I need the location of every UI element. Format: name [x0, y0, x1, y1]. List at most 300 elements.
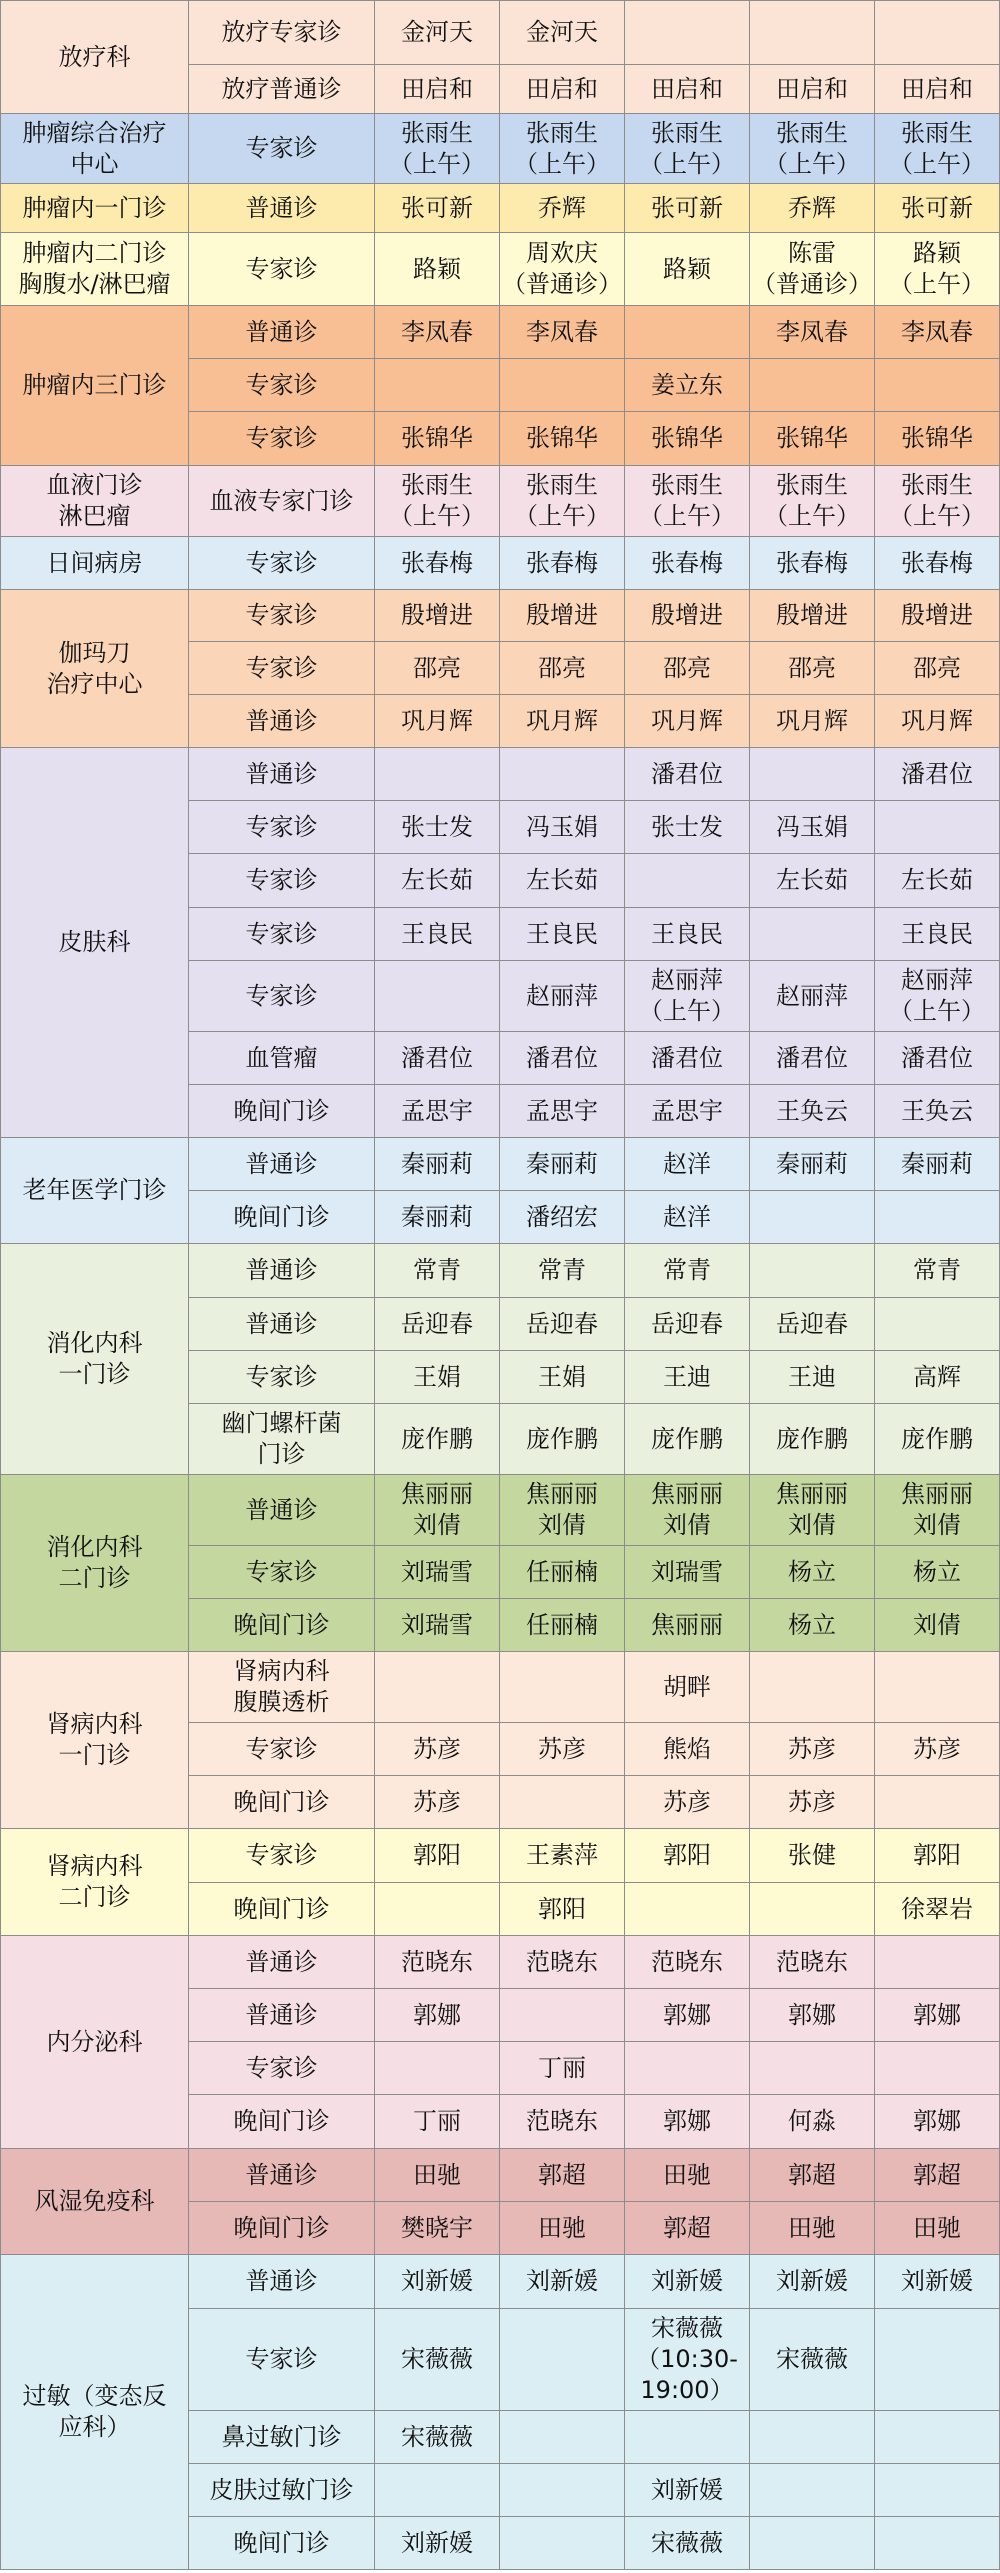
doctor-cell: 田驰: [875, 2202, 1000, 2255]
doctor-cell: 邵亮: [750, 642, 875, 695]
doctor-cell: 邵亮: [875, 642, 1000, 695]
doctor-cell: 秦丽莉: [375, 1191, 500, 1244]
doctor-cell: 刘瑞雪: [625, 1546, 750, 1599]
department-name: 皮肤科: [1, 748, 189, 1138]
department-name: [1, 1829, 189, 1936]
cell-line: 肾病内科: [46, 1852, 143, 1880]
doctor-cell: 何淼: [750, 2095, 875, 2149]
table-row: [1, 233, 1000, 306]
clinic-type: 普通诊: [189, 748, 375, 801]
department-name: [1, 114, 189, 184]
doctor-cell: [875, 1191, 1000, 1244]
clinic-type: 专家诊: [189, 801, 375, 854]
doctor-cell: [625, 1883, 750, 1936]
doctor-cell: 田启和: [500, 65, 625, 114]
doctor-cell: 孟思宇: [625, 1085, 750, 1138]
cell-line: 张雨生: [776, 118, 848, 147]
table-row: [1, 1936, 1000, 1989]
doctor-cell: 刘新媛: [375, 2255, 500, 2309]
doctor-cell: 王奂云: [875, 1085, 1000, 1138]
cell-line: （上午）: [389, 502, 485, 530]
table-row: [1, 1829, 1000, 1883]
department-name: 老年医学门诊: [1, 1138, 189, 1244]
doctor-cell: [875, 466, 1000, 537]
cell-line: 消化内科: [46, 1329, 143, 1357]
doctor-cell: 左长茹: [750, 854, 875, 908]
doctor-cell: 刘新媛: [750, 2255, 875, 2309]
table-row: [1, 2149, 1000, 2202]
doctor-cell: 张春梅: [625, 537, 750, 590]
doctor-cell: [375, 961, 500, 1032]
doctor-cell: [875, 2411, 1000, 2464]
doctor-cell: 刘倩: [875, 1599, 1000, 1652]
doctor-cell: 赵洋: [625, 1191, 750, 1244]
doctor-cell: [875, 2464, 1000, 2517]
clinic-type: 鼻过敏门诊: [189, 2411, 375, 2464]
doctor-cell: [500, 2464, 625, 2517]
cell-line: 赵丽萍: [901, 966, 973, 994]
department-name: 肿瘤内一门诊: [1, 184, 189, 233]
table-row: [1, 2255, 1000, 2309]
doctor-cell: 田启和: [625, 65, 750, 114]
doctor-cell: 张春梅: [375, 537, 500, 590]
doctor-cell: [375, 1652, 500, 1723]
doctor-cell: 常青: [625, 1244, 750, 1298]
cell-line: 宋薇薇: [651, 2314, 723, 2342]
cell-line: （上午）: [889, 270, 985, 298]
doctor-cell: 苏彦: [875, 1723, 1000, 1776]
doctor-cell: [750, 1191, 875, 1244]
doctor-cell: 王迪: [625, 1351, 750, 1404]
doctor-cell: 刘新媛: [625, 2255, 750, 2309]
clinic-type: 晚间门诊: [189, 2202, 375, 2255]
doctor-cell: [875, 1475, 1000, 1546]
cell-line: （上午）: [389, 149, 485, 178]
doctor-cell: 田启和: [750, 65, 875, 114]
schedule-body: [1, 1, 1000, 2570]
doctor-cell: 宋薇薇: [750, 2309, 875, 2411]
doctor-cell: 宋薇薇: [375, 2309, 500, 2411]
doctor-cell: 庞作鹏: [375, 1404, 500, 1475]
doctor-cell: 李凤春: [375, 306, 500, 359]
doctor-cell: [875, 1652, 1000, 1723]
table-row: [1, 184, 1000, 233]
cell-line: 肾病内科: [46, 1710, 143, 1738]
doctor-cell: 郭娜: [875, 2095, 1000, 2149]
doctor-cell: 张可新: [375, 184, 500, 233]
cell-line: 肿瘤内二门诊: [22, 239, 167, 267]
doctor-cell: [625, 2309, 750, 2411]
doctor-cell: 左长茹: [500, 854, 625, 908]
cell-line: 赵丽萍: [651, 966, 723, 994]
doctor-cell: 刘瑞雪: [375, 1599, 500, 1652]
clinic-type: 专家诊: [189, 2309, 375, 2411]
clinic-type: 专家诊: [189, 412, 375, 466]
doctor-cell: [625, 2042, 750, 2095]
doctor-cell: 张锦华: [625, 412, 750, 466]
doctor-cell: 王良民: [875, 908, 1000, 961]
table-row: [1, 590, 1000, 642]
cell-line: 中心: [70, 149, 119, 178]
clinic-type: 普通诊: [189, 1936, 375, 1989]
cell-line: 焦丽丽: [901, 1480, 973, 1508]
doctor-cell: 樊晓宇: [375, 2202, 500, 2255]
doctor-cell: [875, 1298, 1000, 1351]
table-row: [1, 1244, 1000, 1298]
doctor-cell: [500, 359, 625, 412]
doctor-cell: 张士发: [625, 801, 750, 854]
department-name: 内分泌科: [1, 1936, 189, 2149]
cell-line: 二门诊: [58, 1564, 131, 1592]
clinic-type: 专家诊: [189, 1351, 375, 1404]
doctor-cell: 赵丽萍: [500, 961, 625, 1032]
clinic-type: 放疗普通诊: [189, 65, 375, 114]
clinic-type: 普通诊: [189, 1989, 375, 2042]
doctor-cell: 乔辉: [750, 184, 875, 233]
cell-line: 过敏（变态反: [22, 2382, 167, 2410]
doctor-cell: 李凤春: [875, 306, 1000, 359]
doctor-cell: 田启和: [375, 65, 500, 114]
doctor-cell: [375, 748, 500, 801]
doctor-cell: 刘新媛: [875, 2255, 1000, 2309]
doctor-cell: [500, 2411, 625, 2464]
doctor-cell: 王娟: [500, 1351, 625, 1404]
doctor-cell: 郭超: [500, 2149, 625, 2202]
doctor-cell: 任丽楠: [500, 1546, 625, 1599]
doctor-cell: 岳迎春: [500, 1298, 625, 1351]
doctor-cell: [750, 1652, 875, 1723]
clinic-type: 晚间门诊: [189, 1085, 375, 1138]
cell-line: 张雨生: [651, 471, 723, 499]
cell-line: 陈雷: [788, 239, 836, 267]
department-name: 日间病房: [1, 537, 189, 590]
clinic-type: 血管瘤: [189, 1032, 375, 1085]
doctor-cell: [500, 1989, 625, 2042]
clinic-type: 普通诊: [189, 1475, 375, 1546]
doctor-cell: 潘君位: [625, 1032, 750, 1085]
doctor-cell: 邵亮: [500, 642, 625, 695]
doctor-cell: 张春梅: [875, 537, 1000, 590]
cell-line: 伽玛刀: [58, 638, 131, 667]
clinic-type: 普通诊: [189, 1298, 375, 1351]
doctor-cell: [750, 233, 875, 306]
doctor-cell: [375, 2042, 500, 2095]
doctor-cell: 范晓东: [500, 1936, 625, 1989]
cell-line: 焦丽丽: [651, 1480, 723, 1508]
doctor-cell: 庞作鹏: [750, 1404, 875, 1475]
cell-line: 消化内科: [46, 1533, 143, 1561]
cell-line: 焦丽丽: [526, 1480, 598, 1508]
doctor-cell: [875, 359, 1000, 412]
doctor-cell: 张春梅: [500, 537, 625, 590]
clinic-type: 普通诊: [189, 1244, 375, 1298]
cell-line: 张雨生: [401, 471, 473, 499]
doctor-cell: 常青: [875, 1244, 1000, 1298]
doctor-cell: [625, 854, 750, 908]
table-row: [1, 537, 1000, 590]
doctor-cell: 殷增进: [750, 590, 875, 642]
doctor-cell: [500, 233, 625, 306]
doctor-cell: 巩月辉: [375, 695, 500, 748]
doctor-cell: 李凤春: [500, 306, 625, 359]
doctor-cell: 岳迎春: [625, 1298, 750, 1351]
doctor-cell: 任丽楠: [500, 1599, 625, 1652]
doctor-cell: 潘君位: [500, 1032, 625, 1085]
doctor-cell: [625, 114, 750, 184]
doctor-cell: 范晓东: [375, 1936, 500, 1989]
doctor-cell: [500, 466, 625, 537]
doctor-cell: 田驰: [750, 2202, 875, 2255]
cell-line: 胸腹水/淋巴瘤: [18, 270, 171, 298]
clinic-type: [189, 1404, 375, 1475]
doctor-cell: 王迪: [750, 1351, 875, 1404]
clinic-type: 专家诊: [189, 1723, 375, 1776]
doctor-cell: [750, 1475, 875, 1546]
doctor-cell: 王奂云: [750, 1085, 875, 1138]
doctor-cell: 杨立: [750, 1546, 875, 1599]
doctor-cell: [750, 2517, 875, 2570]
doctor-cell: 张锦华: [500, 412, 625, 466]
cell-line: （上午）: [514, 502, 610, 530]
doctor-cell: 熊焰: [625, 1723, 750, 1776]
clinic-type: 普通诊: [189, 1138, 375, 1191]
doctor-cell: 郭阳: [625, 1829, 750, 1883]
clinic-type: [189, 1652, 375, 1723]
cell-line: 张雨生: [901, 471, 973, 499]
doctor-cell: 高辉: [875, 1351, 1000, 1404]
doctor-cell: 秦丽莉: [375, 1138, 500, 1191]
doctor-cell: 巩月辉: [500, 695, 625, 748]
doctor-cell: 殷增进: [375, 590, 500, 642]
cell-line: 刘倩: [413, 1511, 461, 1539]
table-row: [1, 114, 1000, 184]
doctor-cell: 田驰: [500, 2202, 625, 2255]
doctor-cell: 张锦华: [750, 412, 875, 466]
doctor-cell: [500, 1652, 625, 1723]
doctor-cell: [500, 748, 625, 801]
cell-line: 应科）: [58, 2413, 131, 2441]
doctor-cell: [750, 1244, 875, 1298]
doctor-cell: 潘绍宏: [500, 1191, 625, 1244]
doctor-cell: 丁丽: [500, 2042, 625, 2095]
cell-line: （上午）: [889, 502, 985, 530]
cell-line: 张雨生: [776, 471, 848, 499]
cell-line: 路颖: [913, 239, 961, 267]
cell-line: 张雨生: [401, 118, 473, 147]
clinic-type: 晚间门诊: [189, 1599, 375, 1652]
department-name: [1, 1244, 189, 1475]
doctor-cell: [750, 2464, 875, 2517]
cell-line: 血液门诊: [46, 471, 143, 499]
doctor-cell: [500, 1776, 625, 1829]
cell-line: 一门诊: [58, 1360, 131, 1388]
doctor-cell: 宋薇薇: [375, 2411, 500, 2464]
doctor-cell: 刘新媛: [625, 2464, 750, 2517]
doctor-cell: [625, 1, 750, 65]
cell-line: 周欢庆: [526, 239, 598, 267]
doctor-cell: [875, 233, 1000, 306]
doctor-cell: [625, 306, 750, 359]
cell-line: 刘倩: [913, 1511, 961, 1539]
doctor-cell: 秦丽莉: [875, 1138, 1000, 1191]
clinic-type: 专家诊: [189, 1546, 375, 1599]
doctor-cell: 乔辉: [500, 184, 625, 233]
clinic-type: 晚间门诊: [189, 1883, 375, 1936]
doctor-cell: 张春梅: [750, 537, 875, 590]
clinic-type: 普通诊: [189, 695, 375, 748]
doctor-cell: [875, 2309, 1000, 2411]
doctor-cell: 路颖: [625, 233, 750, 306]
doctor-cell: 冯玉娟: [500, 801, 625, 854]
doctor-cell: 郭超: [625, 2202, 750, 2255]
table-row: [1, 748, 1000, 801]
doctor-cell: 田驰: [375, 2149, 500, 2202]
doctor-cell: 庞作鹏: [500, 1404, 625, 1475]
department-name: 放疗科: [1, 1, 189, 114]
doctor-cell: [500, 2517, 625, 2570]
clinic-type: 专家诊: [189, 114, 375, 184]
department-name: [1, 1475, 189, 1652]
doctor-cell: 岳迎春: [375, 1298, 500, 1351]
cell-line: 张雨生: [526, 471, 598, 499]
clinic-type: 专家诊: [189, 961, 375, 1032]
doctor-cell: [750, 114, 875, 184]
doctor-cell: 赵洋: [625, 1138, 750, 1191]
table-row: [1, 1, 1000, 65]
cell-line: （普通诊）: [752, 270, 872, 298]
doctor-cell: 苏彦: [375, 1776, 500, 1829]
table-row: [1, 1475, 1000, 1546]
doctor-cell: 张锦华: [875, 412, 1000, 466]
doctor-cell: 巩月辉: [750, 695, 875, 748]
clinic-type: 专家诊: [189, 590, 375, 642]
cell-line: 一门诊: [58, 1741, 131, 1769]
doctor-cell: 苏彦: [500, 1723, 625, 1776]
doctor-cell: 苏彦: [625, 1776, 750, 1829]
doctor-cell: 杨立: [875, 1546, 1000, 1599]
cell-line: 肾病内科: [233, 1657, 330, 1685]
doctor-cell: 王良民: [625, 908, 750, 961]
doctor-cell: 刘瑞雪: [375, 1546, 500, 1599]
cell-line: 门诊: [257, 1440, 306, 1468]
doctor-cell: 范晓东: [625, 1936, 750, 1989]
doctor-cell: [625, 961, 750, 1032]
doctor-cell: 张可新: [625, 184, 750, 233]
doctor-cell: [750, 748, 875, 801]
clinic-type: 晚间门诊: [189, 2095, 375, 2149]
table-row: [1, 466, 1000, 537]
cell-line: （上午）: [889, 997, 985, 1025]
department-name: [1, 590, 189, 748]
doctor-cell: [500, 2309, 625, 2411]
clinic-type: 普通诊: [189, 184, 375, 233]
doctor-cell: 巩月辉: [875, 695, 1000, 748]
doctor-cell: [875, 2517, 1000, 2570]
doctor-cell: 庞作鹏: [875, 1404, 1000, 1475]
doctor-cell: 孟思宇: [500, 1085, 625, 1138]
doctor-cell: 潘君位: [750, 1032, 875, 1085]
doctor-cell: 王良民: [500, 908, 625, 961]
doctor-cell: [375, 2464, 500, 2517]
doctor-cell: [875, 2042, 1000, 2095]
doctor-cell: 潘君位: [375, 1032, 500, 1085]
clinic-type: 晚间门诊: [189, 1776, 375, 1829]
department-name: [1, 233, 189, 306]
doctor-cell: 金河天: [375, 1, 500, 65]
department-name: 风湿免疫科: [1, 2149, 189, 2255]
doctor-cell: [375, 114, 500, 184]
cell-line: 刘倩: [788, 1511, 836, 1539]
doctor-cell: [625, 466, 750, 537]
cell-line: （上午）: [514, 149, 610, 178]
doctor-cell: 焦丽丽: [625, 1599, 750, 1652]
doctor-cell: 左长茹: [875, 854, 1000, 908]
clinic-type: 专家诊: [189, 854, 375, 908]
cell-line: 焦丽丽: [401, 1480, 473, 1508]
table-row: [1, 1652, 1000, 1723]
doctor-cell: 范晓东: [500, 2095, 625, 2149]
doctor-cell: 郭娜: [625, 2095, 750, 2149]
department-name: 肿瘤内三门诊: [1, 306, 189, 466]
doctor-cell: [750, 359, 875, 412]
cell-line: （普通诊）: [502, 270, 622, 298]
clinic-type: 专家诊: [189, 537, 375, 590]
clinic-type: 普通诊: [189, 2255, 375, 2309]
doctor-cell: 秦丽莉: [500, 1138, 625, 1191]
doctor-cell: 岳迎春: [750, 1298, 875, 1351]
doctor-cell: 丁丽: [375, 2095, 500, 2149]
doctor-cell: [375, 1883, 500, 1936]
doctor-cell: 赵丽萍: [750, 961, 875, 1032]
cell-line: 刘倩: [538, 1511, 586, 1539]
doctor-cell: 孟思宇: [375, 1085, 500, 1138]
doctor-cell: [750, 2042, 875, 2095]
doctor-cell: 潘君位: [625, 748, 750, 801]
table-row: [1, 306, 1000, 359]
doctor-cell: 常青: [500, 1244, 625, 1298]
doctor-cell: [875, 1, 1000, 65]
doctor-cell: 胡畔: [625, 1652, 750, 1723]
doctor-cell: 李凤春: [750, 306, 875, 359]
doctor-cell: [875, 114, 1000, 184]
doctor-cell: 郭娜: [875, 1989, 1000, 2042]
doctor-cell: [750, 908, 875, 961]
doctor-cell: 徐翠岩: [875, 1883, 1000, 1936]
doctor-cell: [875, 1776, 1000, 1829]
clinic-type: 晚间门诊: [189, 1191, 375, 1244]
doctor-cell: [750, 1883, 875, 1936]
doctor-cell: [750, 2411, 875, 2464]
cell-line: 刘倩: [663, 1511, 711, 1539]
doctor-cell: 郭阳: [500, 1883, 625, 1936]
doctor-cell: [750, 466, 875, 537]
doctor-cell: [375, 466, 500, 537]
doctor-cell: 冯玉娟: [750, 801, 875, 854]
doctor-cell: 金河天: [500, 1, 625, 65]
doctor-cell: 郭阳: [375, 1829, 500, 1883]
doctor-cell: [500, 1475, 625, 1546]
doctor-cell: 殷增进: [500, 590, 625, 642]
doctor-cell: [375, 1475, 500, 1546]
clinic-type: 皮肤过敏门诊: [189, 2464, 375, 2517]
clinic-type: 专家诊: [189, 359, 375, 412]
doctor-cell: [875, 961, 1000, 1032]
doctor-cell: 庞作鹏: [625, 1404, 750, 1475]
doctor-cell: 王素萍: [500, 1829, 625, 1883]
doctor-cell: 田驰: [625, 2149, 750, 2202]
doctor-cell: 殷增进: [875, 590, 1000, 642]
cell-line: 肿瘤综合治疗: [22, 118, 167, 147]
